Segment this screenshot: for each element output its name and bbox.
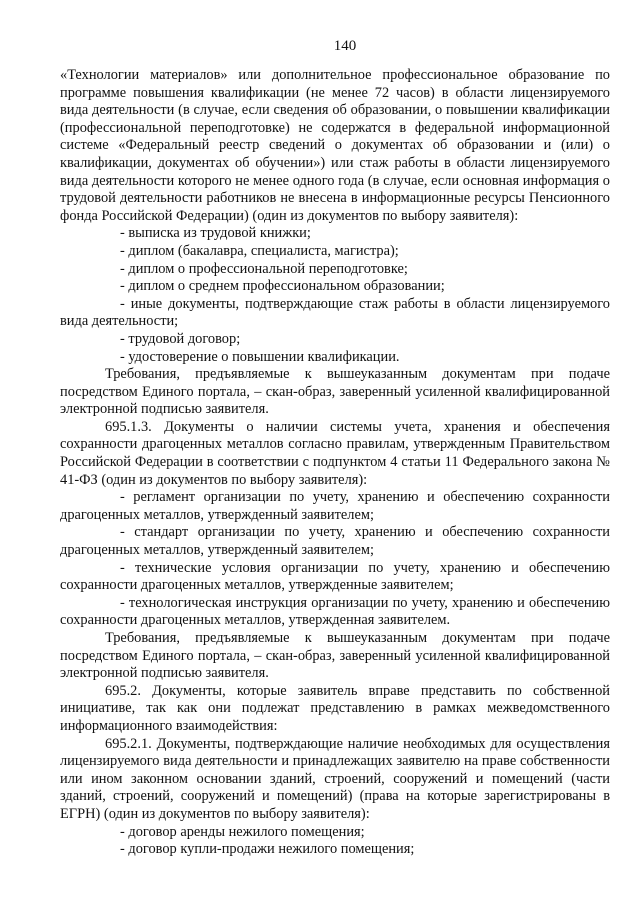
paragraph-695-2: 695.2. Документы, которые заявитель вправе представить по собственной инициативе, так как они подлежат представлению в рамках межведомственного информационного взаимодействия: xyxy=(60,682,610,734)
paragraph-education: «Технологии материалов» или дополнительное профессиональное образование по программе повышения квалификации (не менее 72 часов) в области лицензируемого вида деятельности (в случае, если сведения об образовании, о повышении квалификации (профессиональной переподготовке) не содержатся в федеральной информационной системе «Федеральный реестр сведений о документах об образовании и (или) о квалификации, документах об обучении») или стаж работы в области лицензируемого вида деятельности которого не менее одного года (в случае, если основная информация о трудовой деятельности работников не внесена в информационные ресурсы Пенсионного фонда Российской Федерации) (один из документов по выбору заявителя): xyxy=(60,67,610,224)
page-number: 140 xyxy=(333,38,357,54)
list-item: - технологическая инструкция организации по учету, хранению и обеспечению сохранности драгоценных металлов, утвержденная заявителем. xyxy=(60,594,610,629)
list-item: - стандарт организации по учету, хранению и обеспечению сохранности драгоценных металлов, утвержденный заявителем; xyxy=(60,524,610,559)
list-item: - иные документы, подтверждающие стаж работы в области лицензируемого вида деятельности; xyxy=(60,295,610,330)
list-item: - выписка из трудовой книжки; xyxy=(120,225,311,242)
list-item: - диплом о профессиональной переподготовке; xyxy=(120,260,408,277)
list-employment-docs xyxy=(60,225,610,366)
paragraph-695-2-1: 695.2.1. Документы, подтверждающие наличие необходимых для осуществления лицензируемого вида деятельности и принадлежащих заявителю на праве собственности или ином законном основании зданий, строений, сооружений и помещений (части зданий, строений, сооружений и помещений) (права на которые зарегистрированы в ЕГРН) (один из документов по выбору заявителя): xyxy=(60,735,610,822)
list-item: - договор купли-продажи нежилого помещения; xyxy=(120,841,415,858)
list-item: - трудовой договор; xyxy=(120,330,241,347)
list-item: - технические условия организации по учету, хранению и обеспечению сохранности драгоценных металлов, утвержденные заявителем; xyxy=(60,559,610,594)
paragraph-requirements-1: Требования, предъявляемые к вышеуказанным документам при подаче посредством Единого портала, – скан-образ, заверенный усиленной квалифицированной электронной подписью заявителя. xyxy=(60,366,610,418)
list-item: - диплом (бакалавра, специалиста, магистра); xyxy=(120,242,399,259)
paragraph-695-1-3: 695.1.3. Документы о наличии системы учета, хранения и обеспечения сохранности драгоценных металлов согласно правилам, утвержденным Правительством Российской Федерации в соответствии с подпунктом 4 статьи 11 Федерального закона № 41-ФЗ (один из документов по выбору заявителя): xyxy=(60,418,610,488)
list-item: - диплом о среднем профессиональном образовании; xyxy=(120,278,445,295)
list-item: - регламент организации по учету, хранению и обеспечению сохранности драгоценных металлов, утвержденный заявителем; xyxy=(60,489,610,523)
list-item: - удостоверение о повышении квалификации. xyxy=(120,348,400,365)
list-premises-docs xyxy=(60,824,610,859)
paragraph-requirements-2: Требования, предъявляемые к вышеуказанным документам при подаче посредством Единого портала, – скан-образ, заверенный усиленной квалифицированной электронной подписью заявителя. xyxy=(60,630,610,682)
list-item: - договор аренды нежилого помещения; xyxy=(120,823,365,840)
list-precious-metals-docs xyxy=(60,489,610,630)
